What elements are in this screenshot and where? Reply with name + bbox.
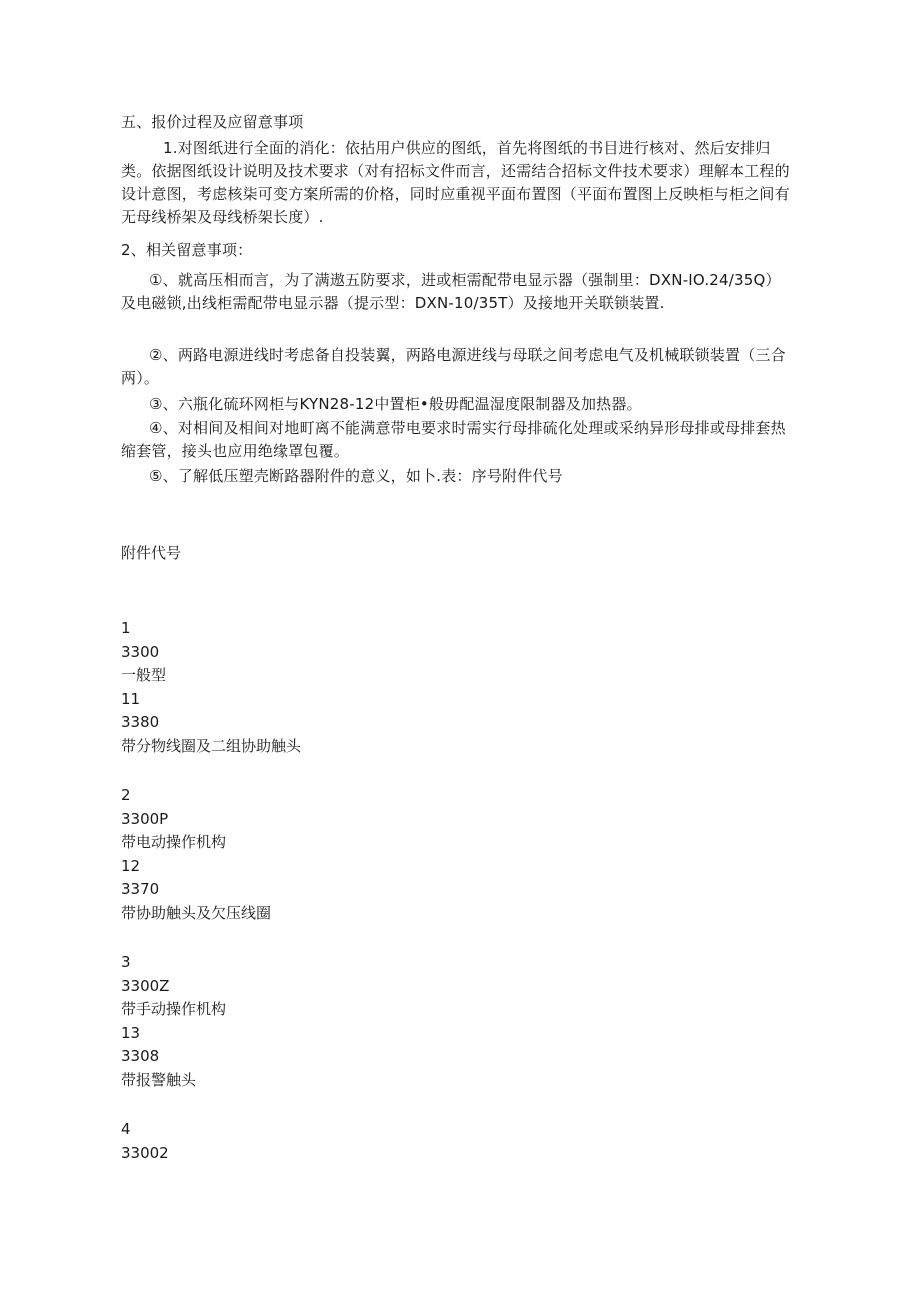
subsection-heading: 2、相关留意事项： — [121, 241, 253, 259]
table-cell: 33002 — [121, 1143, 169, 1162]
accessory-table-title: 附件代号 — [121, 544, 182, 562]
note-item-3: ③、六瓶化硫环网柜与KYN28-12中置柜•般毋配温湿度限制器及加热器。 — [149, 395, 642, 413]
note-item-2: ②、两路电源进线时考虑备自投装翼，两路电源进线与母联之间考虑电气及机械联锁装置（三合两）。 — [121, 346, 786, 387]
table-cell: 带电动操作机构 — [121, 833, 227, 851]
table-cell: 一般型 — [121, 666, 167, 684]
note-item-4: ④、对相间及相间对地町离不能满意带电要求时需实行母排硫化处理或采纳异形母排或母排套热缩套管，接头也应用绝缘罩包覆。 — [121, 419, 786, 460]
table-cell: 3300 — [121, 642, 160, 661]
accessory-table — [121, 617, 521, 1191]
table-cell: 3300Z — [121, 976, 170, 995]
table-cell: 3370 — [121, 880, 160, 898]
table-group — [121, 617, 521, 758]
table-cell: 带报警触头 — [121, 1070, 197, 1089]
table-cell: 带协助触头及欠压线圈 — [121, 903, 272, 922]
table-cell: 3308 — [121, 1047, 160, 1065]
table-group — [121, 784, 521, 925]
table-cell: 2 — [121, 786, 131, 804]
table-cell: 带分物线圈及二组协助触头 — [121, 736, 302, 755]
table-cell: 带手动操作机构 — [121, 1000, 227, 1018]
note-item-5: ⑤、了解低压塑壳断路器附件的意义，如卜.表：序号附件代号 — [149, 467, 563, 485]
table-cell: 3380 — [121, 713, 160, 731]
table-group — [121, 1118, 521, 1165]
table-cell: 12 — [121, 856, 141, 875]
table-cell: 1 — [121, 619, 131, 637]
table-cell: 3 — [121, 953, 131, 971]
table-cell: 13 — [121, 1023, 141, 1042]
note-item-1: ①、就高压相而言，为了满遨五防要求，进或柜需配带电显示器（强制里：DXN-IO.24/35Q）及电磁锁,出线柜需配带电显示器（提示型：DXN-10/35T）及接地开关联锁装置. — [121, 271, 781, 312]
section-heading: 五、报价过程及应留意事项 — [121, 113, 304, 131]
paragraph-drawing-review: 1.对图纸进行全面的消化：依拈用户供应的图纸，首先将图纸的书目进行核对、然后安排归类。依据图纸设计说明及技术要求（对有招标文件而言，还需结合招标文件技术要求）理解本工程的设计意图，考虑核柒可变方案所需的价格，同时应重视平面布置图（平面布置图上反映柜与柜之间有无母线桥架及母线桥架长度）. — [121, 139, 790, 226]
table-group — [121, 951, 521, 1092]
table-cell: 4 — [121, 1120, 131, 1138]
table-cell: 3300P — [121, 809, 169, 828]
table-cell: 11 — [121, 689, 141, 708]
